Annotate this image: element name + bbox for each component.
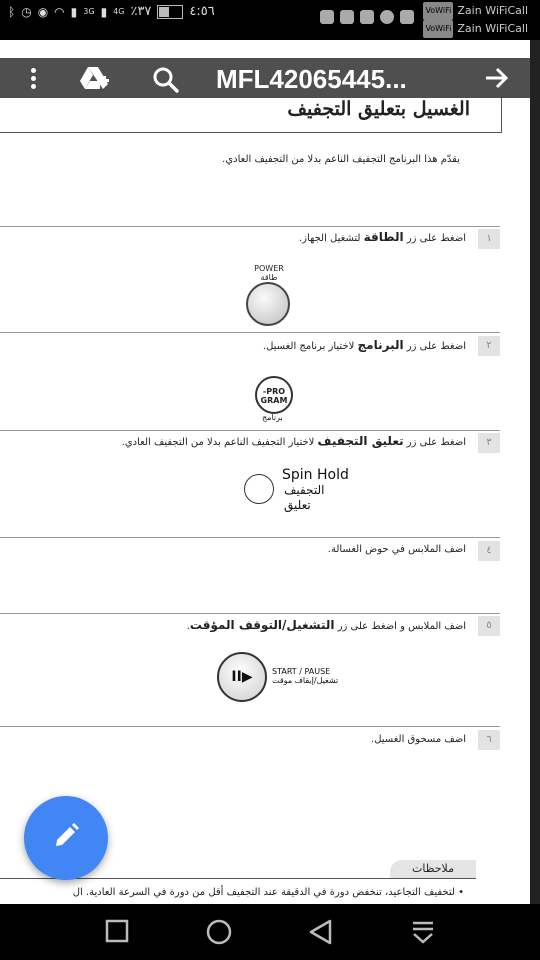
vowifi-badge: VoWiFi bbox=[423, 20, 453, 38]
step-text: اضف مسحوق الغسيل. bbox=[371, 734, 466, 745]
spin-hold-button-illustration bbox=[244, 474, 274, 504]
document-title: MFL42065445... bbox=[216, 64, 407, 94]
document-content bbox=[0, 40, 530, 904]
add-to-drive-icon[interactable] bbox=[78, 65, 112, 95]
carrier-name: Zain WiFiCall bbox=[457, 4, 528, 17]
program-label-ar: برنامج bbox=[262, 413, 283, 422]
alarm-icon: ◷ bbox=[21, 4, 32, 19]
status-time-battery bbox=[8, 4, 215, 19]
step-number: ١ bbox=[478, 229, 500, 249]
step-number: ٥ bbox=[478, 616, 500, 636]
step-number: ٣ bbox=[478, 433, 500, 453]
network-3g: 3G bbox=[83, 7, 95, 16]
home-circle-icon[interactable] bbox=[205, 918, 233, 950]
step-text: اضف الملابس و اضغط على زر التشغيل/التوقف المؤقت. bbox=[186, 618, 466, 632]
start-pause-button-illustration bbox=[217, 652, 267, 702]
page-shadow bbox=[530, 40, 540, 904]
edit-fab-button[interactable] bbox=[24, 796, 108, 880]
play-pause-icon: ▶II bbox=[231, 669, 253, 685]
battery-icon bbox=[157, 5, 183, 19]
clock: ٤:٥٦ bbox=[189, 4, 215, 19]
step-number: ٤ bbox=[478, 541, 500, 561]
battery-percent: ٣٧٪ bbox=[130, 4, 152, 19]
divider bbox=[0, 726, 500, 727]
notes-text: • لتخفيف التجاعيد، تنخفض دورة في الدقيقة عند التجفيف أقل من دورة في السرعة العادية. ال bbox=[72, 887, 464, 898]
wifi-icon: ◠ bbox=[54, 4, 65, 19]
step-number: ٢ bbox=[478, 336, 500, 356]
page-heading: الغسيل بتعليق التجفيف bbox=[287, 98, 470, 120]
divider bbox=[0, 226, 500, 227]
eye-icon: ◉ bbox=[37, 4, 49, 19]
pdf-page[interactable] bbox=[0, 40, 530, 904]
divider bbox=[0, 537, 500, 538]
intro-text: يقدّم هذا البرنامج التجفيف الناعم بدلا من التجفيف العادي. bbox=[222, 154, 460, 165]
divider bbox=[0, 430, 500, 431]
divider bbox=[0, 613, 500, 614]
spin-hold-label: Spin Hold التجفيف تعليق bbox=[282, 467, 349, 512]
whatsapp-icon bbox=[380, 10, 394, 24]
heart-icon bbox=[400, 10, 414, 24]
signal-icon: ▮ bbox=[70, 4, 78, 19]
arrow-forward-icon[interactable] bbox=[484, 66, 510, 94]
status-bar bbox=[0, 0, 540, 40]
carrier-name: Zain WiFiCall bbox=[457, 22, 528, 35]
step-text: اضغط على زر تعليق التجفيف لاختيار التجفيف الناعم بدلا من التجفيف العادي. bbox=[121, 434, 466, 448]
program-button-illustration: PRO- GRAM bbox=[255, 376, 293, 414]
back-triangle-icon[interactable] bbox=[308, 918, 334, 950]
notification-icons bbox=[320, 10, 414, 24]
carrier-info bbox=[423, 2, 528, 38]
gmail-icon bbox=[320, 10, 334, 24]
vowifi-badge: VoWiFi bbox=[423, 2, 453, 20]
power-label: POWER طاقة bbox=[254, 264, 284, 282]
viewer-toolbar bbox=[0, 58, 530, 98]
app-icon bbox=[340, 10, 354, 24]
search-icon[interactable] bbox=[152, 66, 180, 98]
divider bbox=[0, 332, 500, 333]
step-text: اضغط على زر الطاقة لتشغيل الجهاز. bbox=[298, 230, 466, 244]
step-text: اضغط على زر البرنامج لاختيار برنامج الغسيل. bbox=[262, 338, 466, 352]
pull-down-icon[interactable] bbox=[410, 918, 436, 950]
navigation-bar bbox=[0, 904, 540, 960]
bluetooth-icon: ᛒ bbox=[8, 4, 16, 19]
power-button-illustration bbox=[246, 282, 290, 326]
edit-pencil-icon bbox=[51, 821, 81, 855]
mail-icon bbox=[360, 10, 374, 24]
more-vert-icon[interactable] bbox=[26, 66, 40, 92]
step-text: اضف الملابس في حوض الغسالة. bbox=[327, 544, 466, 555]
signal-icon: ▮ bbox=[100, 4, 108, 19]
step-number: ٦ bbox=[478, 730, 500, 750]
start-pause-label: START / PAUSE تشغيل/إيقاف موقت bbox=[272, 667, 339, 685]
network-4g: 4G bbox=[113, 7, 125, 16]
notes-header: ملاحظات bbox=[390, 860, 476, 878]
recents-square-icon[interactable] bbox=[104, 918, 130, 948]
